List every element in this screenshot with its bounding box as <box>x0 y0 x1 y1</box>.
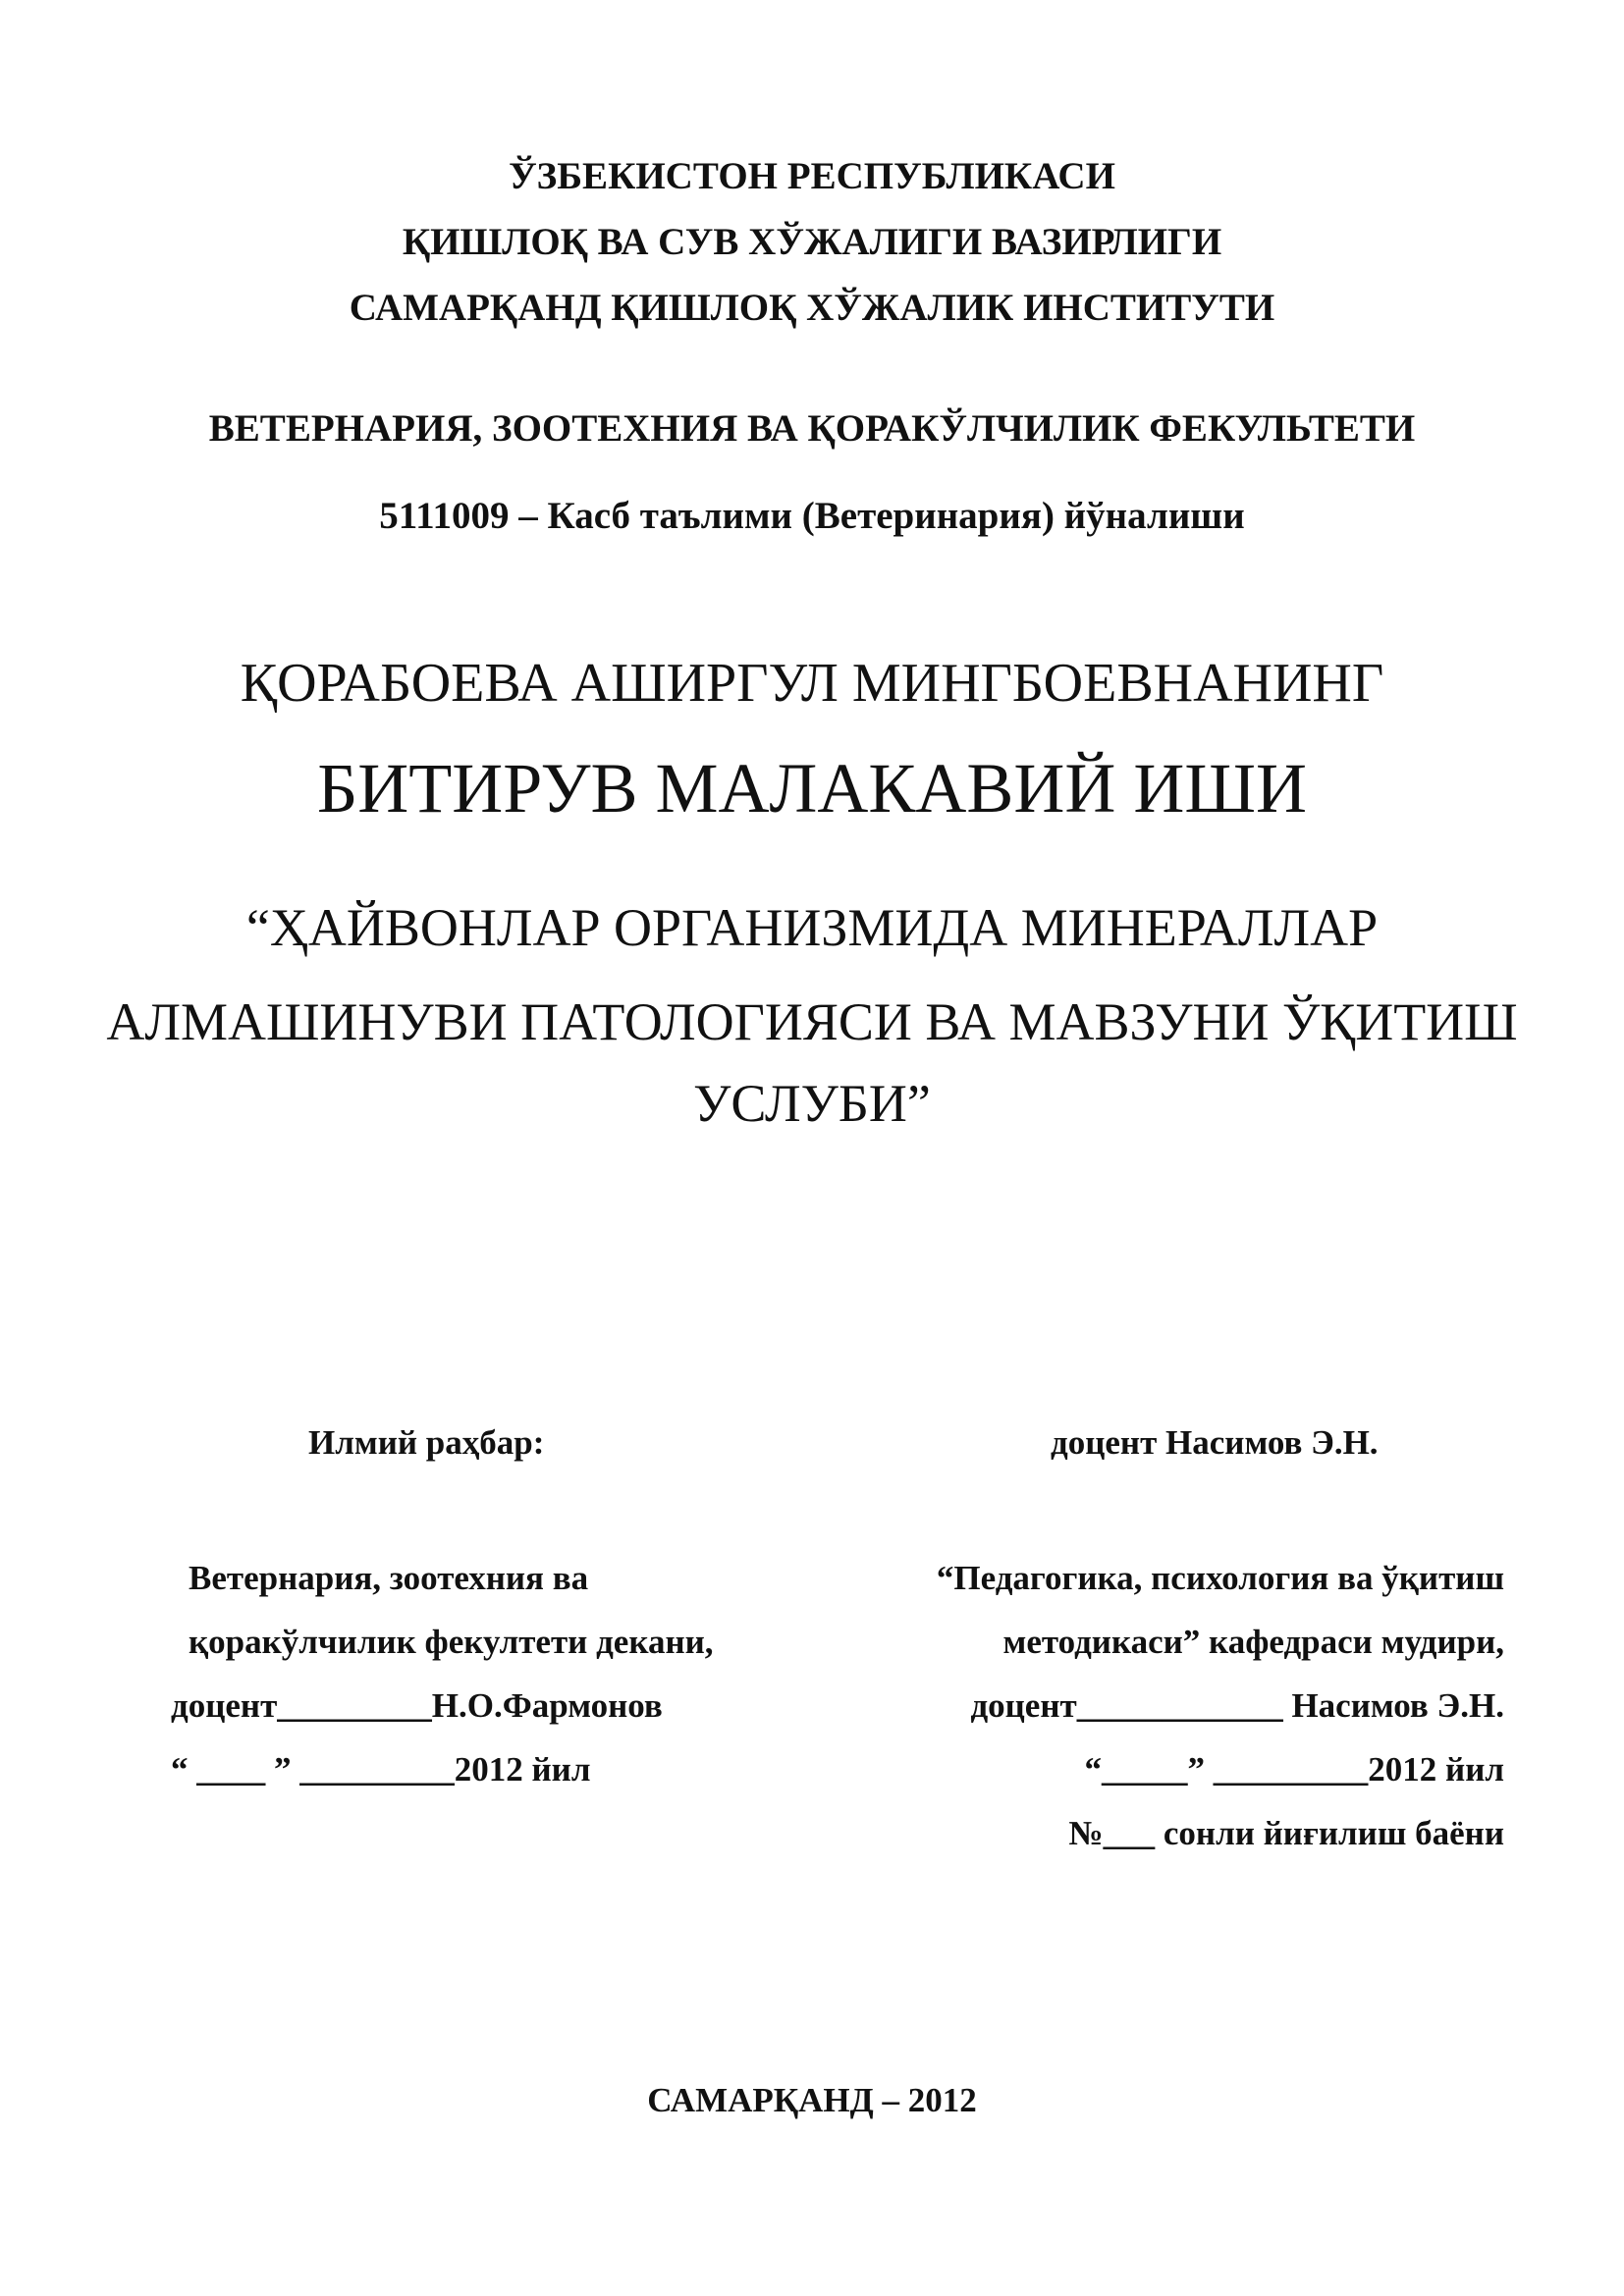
topic-line-2: АЛМАШИНУВИ ПАТОЛОГИЯСИ ВА МАВЗУНИ ЎҚИТИШ <box>106 992 1518 1051</box>
republic-heading: ЎЗБЕКИСТОН РЕСПУБЛИКАСИ <box>509 155 1115 197</box>
author-name: ҚОРАБОЕВА АШИРГУЛ МИНГБОЕВНАНИНГ <box>240 653 1384 714</box>
supervisor-label: Илмий раҳбар: <box>308 1423 545 1462</box>
work-type-title: БИТИРУВ МАЛАКАВИЙ ИШИ <box>316 749 1308 828</box>
faculty-heading: ВЕТЕРНАРИЯ, ЗООТЕХНИЯ ВА ҚОРАКЎЛЧИЛИК ФЕКУЛЬТЕТИ <box>208 407 1416 450</box>
department-signature-line: доцент____________ Насимов Э.Н. <box>970 1686 1504 1725</box>
dean-line-1: Ветернария, зоотехния ва <box>189 1559 589 1597</box>
dean-date-line: “ ____ ” _________2012 йил <box>171 1750 591 1789</box>
institute-heading: САМАРҚАНД ҚИШЛОҚ ХЎЖАЛИК ИНСТИТУТИ <box>349 287 1275 329</box>
topic-line-3: УСЛУБИ” <box>693 1074 931 1133</box>
department-line-2: методикаси” кафедраси мудири, <box>1002 1623 1504 1661</box>
place-year-footer: САМАРҚАНД – 2012 <box>647 2081 977 2119</box>
dean-signature-line: доцент_________Н.О.Фармонов <box>171 1686 663 1725</box>
topic-line-1: “ҲАЙВОНЛАР ОРГАНИЗМИДА МИНЕРАЛЛАР <box>245 898 1379 957</box>
department-date-line: “_____” _________2012 йил <box>1084 1750 1504 1789</box>
dean-line-2: қоракўлчилик фекултети декани, <box>189 1623 714 1661</box>
ministry-heading: ҚИШЛОҚ ВА СУВ ХЎЖАЛИГИ ВАЗИРЛИГИ <box>402 221 1222 263</box>
direction-heading: 5111009 – Касб таълими (Ветеринария) йўналиши <box>379 495 1245 537</box>
protocol-number-line: №___ сонли йиғилиш баёни <box>1068 1814 1504 1852</box>
department-line-1: “Педагогика, психология ва ўқитиш <box>936 1559 1504 1597</box>
supervisor-name: доцент Насимов Э.Н. <box>1051 1423 1379 1462</box>
